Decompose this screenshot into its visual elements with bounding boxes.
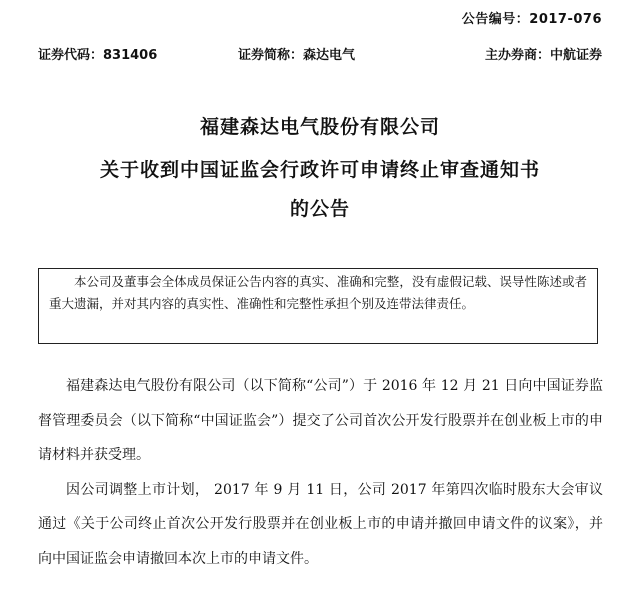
sponsor-broker: 主办券商：中航证券 [484,48,602,63]
security-info-row [38,44,602,64]
security-code: 证券代码：831406 [38,48,158,63]
title-subject: 关于收到中国证监会行政许可申请终止审查通知书 [99,159,540,181]
body-paragraph-1: 福建森达电气股份有限公司（以下简称“公司”）于 2016 年 12 月 21 日向中国证券监督管理委员会（以下简称“中国证监会”）提交了公司首次公开发行股票并在创业板上市的申请材料并获受理。 [38,378,603,463]
declaration-box: 本公司及董事会全体成员保证公告内容的真实、准确和完整，没有虚假记载、误导性陈述或者重大遗漏，并对其内容的真实性、准确性和完整性承担个别及连带法律责任。 [38,268,598,344]
announcement-body [38,369,603,576]
notice-number: 公告编号：2017-076 [461,12,602,27]
body-paragraph-2: 因公司调整上市计划， 2017 年 9 月 11 日，公司 2017 年第四次临时股东大会审议通过《关于公司终止首次公开发行股票并在创业板上市的申请并撤回申请文件的议案》，并向中国证监会申请撤回本次上市的申请文件。 [38,481,603,567]
title-company: 福建森达电气股份有限公司 [199,116,440,138]
security-name: 证券简称：森达电气 [238,48,356,63]
title-suffix: 的公告 [289,198,350,220]
